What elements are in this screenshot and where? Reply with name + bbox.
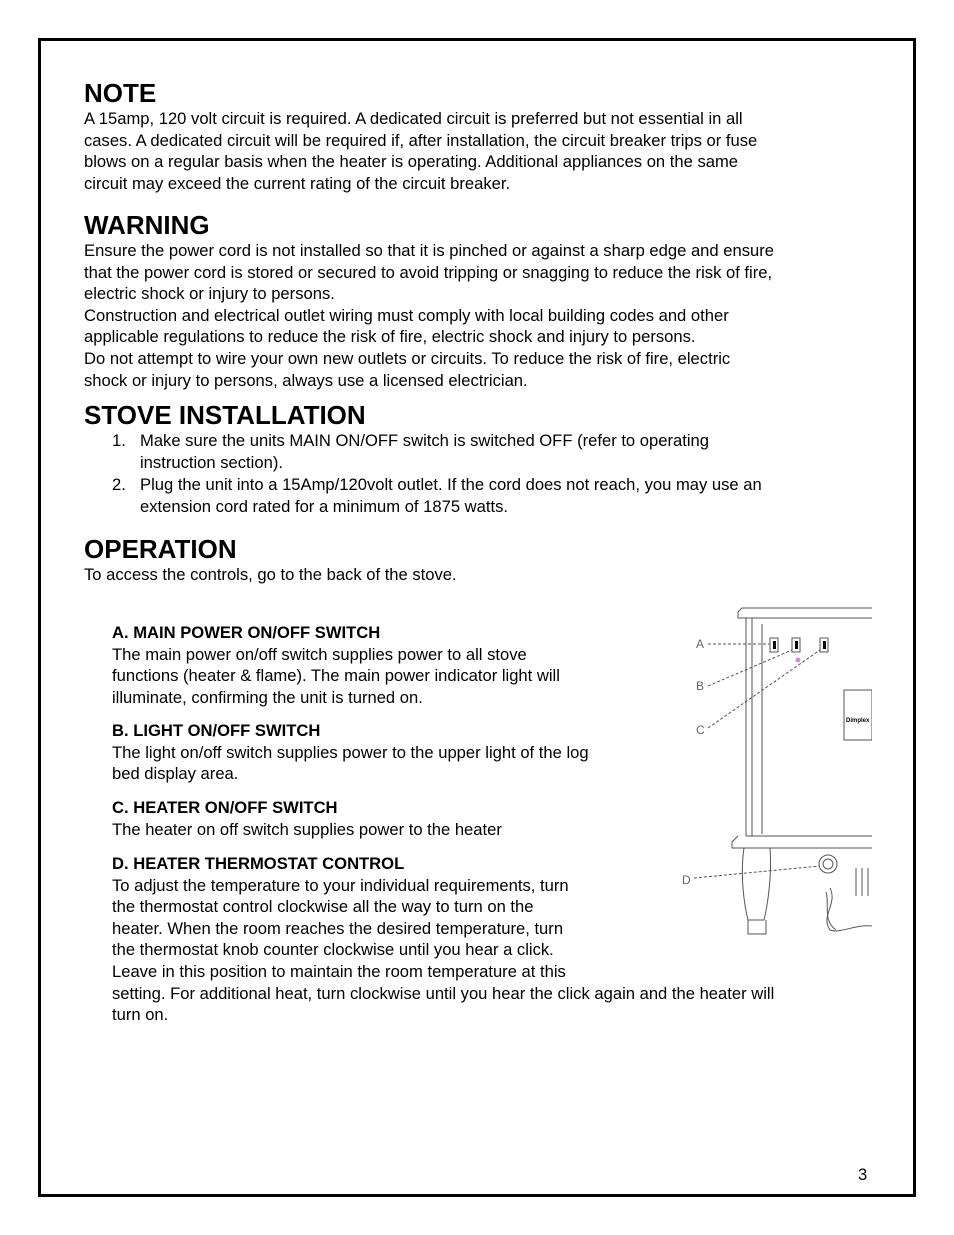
warning-line: Ensure the power cord is not installed so that it is pinched or against a sharp edge and ensure	[84, 241, 774, 260]
stove-back-diagram	[680, 604, 872, 940]
subsection-line: the thermostat control clockwise all the way to turn on the	[112, 897, 534, 917]
step-text: Make sure the units MAIN ON/OFF switch is switched OFF (refer to operating	[140, 431, 709, 450]
callout-label: C	[696, 723, 705, 737]
subsection-line: The main power on/off switch supplies power to all stove	[112, 644, 527, 664]
light-switch-section	[112, 720, 589, 785]
warning-section	[84, 210, 870, 391]
note-line: cases. A dedicated circuit will be required if, after installation, the circuit breaker trips or fuse	[84, 130, 758, 150]
subsection-title: A. MAIN POWER ON/OFF SWITCH	[112, 623, 381, 642]
step-number: 1.	[112, 431, 126, 450]
list-item	[84, 474, 870, 517]
warning-line: electric shock or injury to persons.	[84, 284, 335, 304]
stove-installation-heading: STOVE INSTALLATION	[84, 400, 366, 430]
note-line: A 15amp, 120 volt circuit is required. A dedicated circuit is preferred but not essential in all	[84, 109, 743, 128]
note-section	[84, 78, 870, 194]
subsection-title: C. HEATER ON/OFF SWITCH	[112, 798, 338, 817]
step-number: 2.	[112, 475, 126, 495]
subsection-line: Leave in this position to maintain the room temperature at this	[112, 961, 566, 981]
note-line: blows on a regular basis when the heater is operating. Additional appliances on the same	[84, 152, 739, 172]
step-text: extension cord rated for a minimum of 1875 watts.	[140, 496, 509, 516]
brand-plate-text: Dimplex	[846, 718, 870, 724]
callout-label: A	[696, 637, 705, 651]
subsection-line: functions (heater & flame). The main power indicator light will	[112, 666, 560, 686]
subsection-line: the thermostat knob counter clockwise until you hear a click.	[112, 940, 554, 960]
step-text: Plug the unit into a 15Amp/120volt outlet. If the cord does not reach, you may use an	[140, 475, 762, 495]
subsection-line: turn on.	[112, 1005, 169, 1025]
stove-installation-section	[84, 400, 870, 518]
heater-switch-section	[112, 797, 502, 840]
subsection-line: The light on/off switch supplies power to the upper light of the log	[112, 742, 589, 762]
installation-steps	[84, 430, 870, 517]
warning-line: that the power cord is stored or secured to avoid tripping or snagging to reduce the risk of fire,	[84, 262, 773, 282]
subsection-title: B. LIGHT ON/OFF SWITCH	[112, 721, 321, 740]
subsection-line: To adjust the temperature to your individual requirements, turn	[112, 875, 569, 895]
warning-line: Construction and electrical outlet wiring must comply with local building codes and other	[84, 305, 729, 325]
warning-line: applicable regulations to reduce the risk of fire, electric shock and injury to persons.	[84, 327, 696, 347]
subsection-line: illuminate, confirming the unit is turned on.	[112, 687, 423, 707]
callout-label: B	[696, 679, 705, 693]
warning-line: Do not attempt to wire your own new outlets or circuits. To reduce the risk of fire, electric	[84, 348, 731, 368]
callout-label: D	[682, 873, 691, 887]
subsection-line: heater. When the room reaches the desired temperature, turn	[112, 918, 564, 938]
warning-line: shock or injury to persons, always use a licensed electrician.	[84, 370, 528, 390]
main-power-switch-section	[112, 622, 560, 708]
step-text: instruction section).	[140, 452, 283, 472]
subsection-line: The heater on off switch supplies power to the heater	[112, 819, 502, 839]
operation-intro: To access the controls, go to the back of the stove.	[84, 565, 457, 584]
note-heading: NOTE	[84, 78, 157, 108]
page-number: 3	[858, 1165, 868, 1184]
list-item	[84, 430, 870, 473]
subsection-line: bed display area.	[112, 764, 239, 784]
subsection-title: D. HEATER THERMOSTAT CONTROL	[112, 854, 405, 873]
subsection-line: setting. For additional heat, turn clockwise until you hear the click again and the heater will	[112, 983, 775, 1003]
operation-heading: OPERATION	[84, 534, 237, 564]
operation-section	[84, 534, 870, 586]
note-line: circuit may exceed the current rating of the circuit breaker.	[84, 173, 511, 193]
warning-heading: WARNING	[84, 210, 210, 240]
